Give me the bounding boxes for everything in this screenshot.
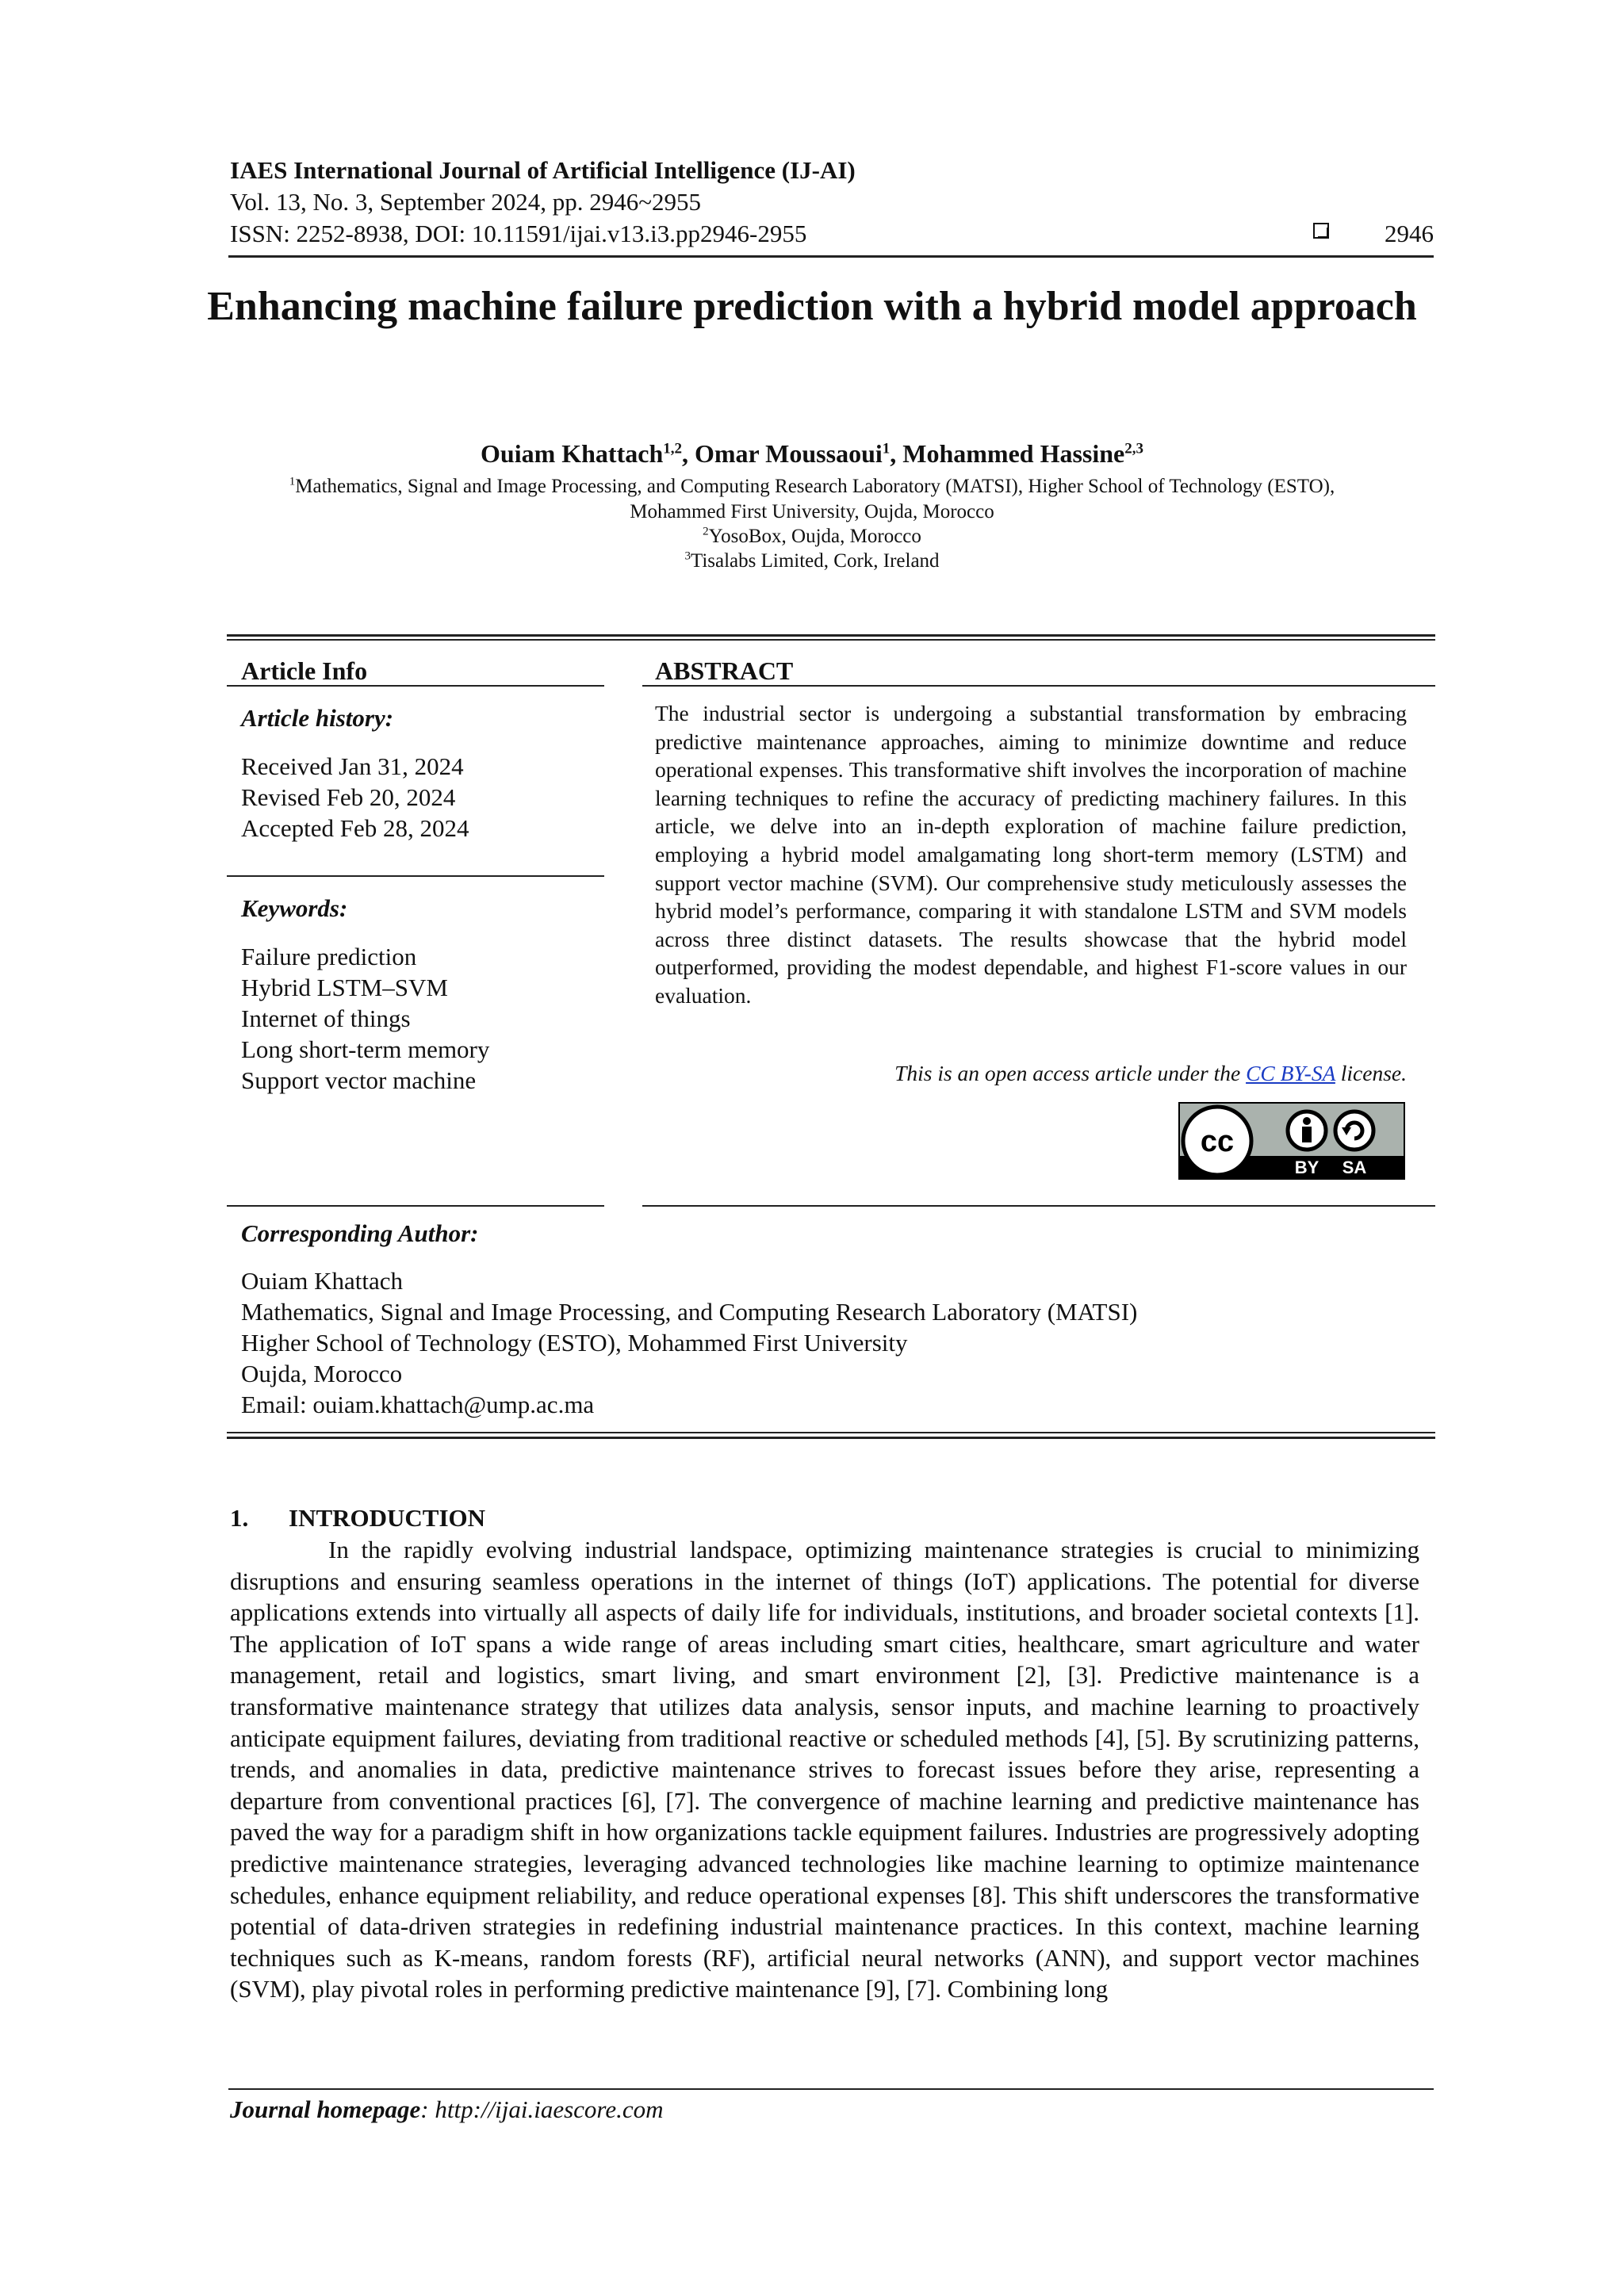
revised-date: Revised Feb 20, 2024: [241, 783, 456, 811]
abstract-bottom-rule: [642, 1205, 1435, 1207]
accepted-date: Accepted Feb 28, 2024: [241, 814, 469, 842]
corresponding-name: Ouiam Khattach: [241, 1267, 404, 1295]
history-heading: Article history:: [241, 704, 394, 732]
author-name: Omar Moussaoui: [694, 439, 883, 468]
author-sup: 1,2: [663, 440, 682, 457]
homepage-url[interactable]: http://ijai.iaescore.com: [435, 2095, 664, 2123]
checkbox-icon: [1313, 223, 1329, 239]
by-label: BY: [1294, 1158, 1320, 1177]
sa-label: SA: [1342, 1158, 1367, 1177]
header-rule: [228, 255, 1434, 258]
journal-name: IAES International Journal of Artificial Intelligence (IJ-AI): [230, 156, 856, 184]
received-date: Received Jan 31, 2024: [241, 752, 464, 780]
info-box-bottom-rule: [227, 1432, 1435, 1433]
license-statement: This is an open access article under the CC BY-SA license.: [894, 1061, 1407, 1085]
history-rule: [227, 875, 604, 877]
abstract-text: The industrial sector is undergoing a substantial transformation by embracing predictive maintenance approaches, aiming to minimize downtime and reduce operational expenses. This transformative shift involves the incorporation of machine learning techniques to refine the accuracy of predicting machinery failures. In this article, we delve into an in-depth exploration of machine failure prediction, employing a hybrid model amalgamating long short-term memory (LSTM) and support vector machine (SVM). Our comprehensive study meticulously assesses the hybrid model’s performance, comparing it with standalone LSTM and SVM models across three distinct datasets. The results showcase that the hybrid model outperformed, providing the modest dependable, and highest F1-score values in our evaluation.: [655, 701, 1407, 1008]
author-name: Mohammed Hassine: [902, 439, 1125, 468]
corresponding-email: Email: ouiam.khattach@ump.ac.ma: [241, 1391, 595, 1418]
abstract-rule: [642, 685, 1435, 687]
keyword-item: Support vector machine: [241, 1066, 477, 1094]
keyword-item: Long short-term memory: [241, 1035, 490, 1063]
license-link[interactable]: CC BY-SA: [1246, 1061, 1335, 1085]
affiliation-2: $^2$YosoBox, Oujda, Morocco: [703, 525, 921, 547]
sa-share-icon: [1335, 1112, 1373, 1150]
corresponding-heading: Corresponding Author:: [241, 1219, 479, 1247]
info-box-top-rule-2: [227, 639, 1435, 641]
keywords-heading: Keywords:: [241, 894, 348, 922]
affiliation-1: $^1$Mathematics, Signal and Image Processing, and Computing Research Laboratory (MATSI), Higher School of Technology (ESTO),: [289, 475, 1335, 497]
corresponding-dept: Mathematics, Signal and Image Processing, and Computing Research Laboratory (MATSI): [241, 1298, 1138, 1326]
article-info-heading: Article Info: [241, 656, 368, 685]
volume-line: Vol. 13, No. 3, September 2024, pp. 2946~2955: [230, 188, 701, 216]
keyword-item: Hybrid LSTM–SVM: [241, 974, 448, 1001]
author-list: Ouiam Khattach$^{1,2}$, Omar Moussaoui$^1$, Mohammed Hassine$^{2,3}$: [481, 439, 1143, 468]
author-sup: 2,3: [1124, 440, 1143, 457]
introduction-heading: 1. INTRODUCTION: [230, 1504, 486, 1532]
page-number: 2946: [1385, 220, 1434, 247]
keywords-rule: [227, 1205, 604, 1207]
abstract-heading: ABSTRACT: [655, 656, 794, 685]
footer-rule: [228, 2088, 1434, 2090]
introduction-paragraph: In the rapidly evolving industrial landspace, optimizing maintenance strategies is crucial to minimizing disruptions and ensuring seamless operations in the internet of things (IoT) applications. The potential for diverse applications extends into virtually all aspects of daily life for individuals, institutions, and broader societal contexts [1]. The application of IoT spans a wide range of areas including smart cities, healthcare, smart agriculture and water management, retail and logistics, smart living, and smart environment [2], [3]. Predictive maintenance is a transformative maintenance strategy that utilizes data analysis, sensor inputs, and machine learning to proactively anticipate equipment failures, deviating from traditional reactive or scheduled methods [4], [5]. By scrutinizing patterns, trends, and anomalies in data, predictive maintenance strives to forecast issues before they arise, representing a departure from conventional practices [6], [7]. The convergence of machine learning and predictive maintenance has paved the way for a paradigm shift in how organizations tackle equipment failures. Industries are progressively adopting predictive maintenance strategies, leveraging advanced technologies like machine learning to optimize maintenance schedules, enhance equipment reliability, and reduce operational expenses [8]. This shift underscores the transformative potential of data-driven strategies in redefining industrial maintenance practices. In this context, machine learning techniques such as K-means, random forests (RF), artificial neural networks (ANN), and support vector machines (SVM), play pivotal roles in performing predictive maintenance [9], [7]. Combining long: [230, 1536, 1419, 2003]
info-box-bottom-rule-2: [227, 1437, 1435, 1439]
cc-label: cc: [1200, 1125, 1235, 1158]
cc-by-sa-badge[interactable]: [1178, 1102, 1405, 1180]
affiliation-1-cont: Mohammed First University, Oujda, Morocco: [630, 501, 994, 522]
issn-line: ISSN: 2252-8938, DOI: 10.11591/ijai.v13.i3.pp2946-2955: [230, 220, 807, 247]
author-name: Ouiam Khattach: [481, 439, 664, 468]
corresponding-city: Oujda, Morocco: [241, 1360, 403, 1387]
keyword-item: Internet of things: [241, 1004, 411, 1032]
journal-homepage: Journal homepage: http://ijai.iaescore.com: [230, 2095, 664, 2123]
article-info-rule: [227, 685, 604, 687]
info-box-top-rule: [227, 634, 1435, 637]
paper-title: Enhancing machine failure prediction with a hybrid model approach: [207, 284, 1417, 329]
corresponding-school: Higher School of Technology (ESTO), Mohammed First University: [241, 1329, 908, 1357]
author-sup: 1: [882, 440, 891, 457]
affiliation-3: $^3$Tisalabs Limited, Cork, Ireland: [684, 549, 940, 572]
introduction-body: [230, 1534, 1419, 2005]
keyword-item: Failure prediction: [241, 943, 417, 970]
